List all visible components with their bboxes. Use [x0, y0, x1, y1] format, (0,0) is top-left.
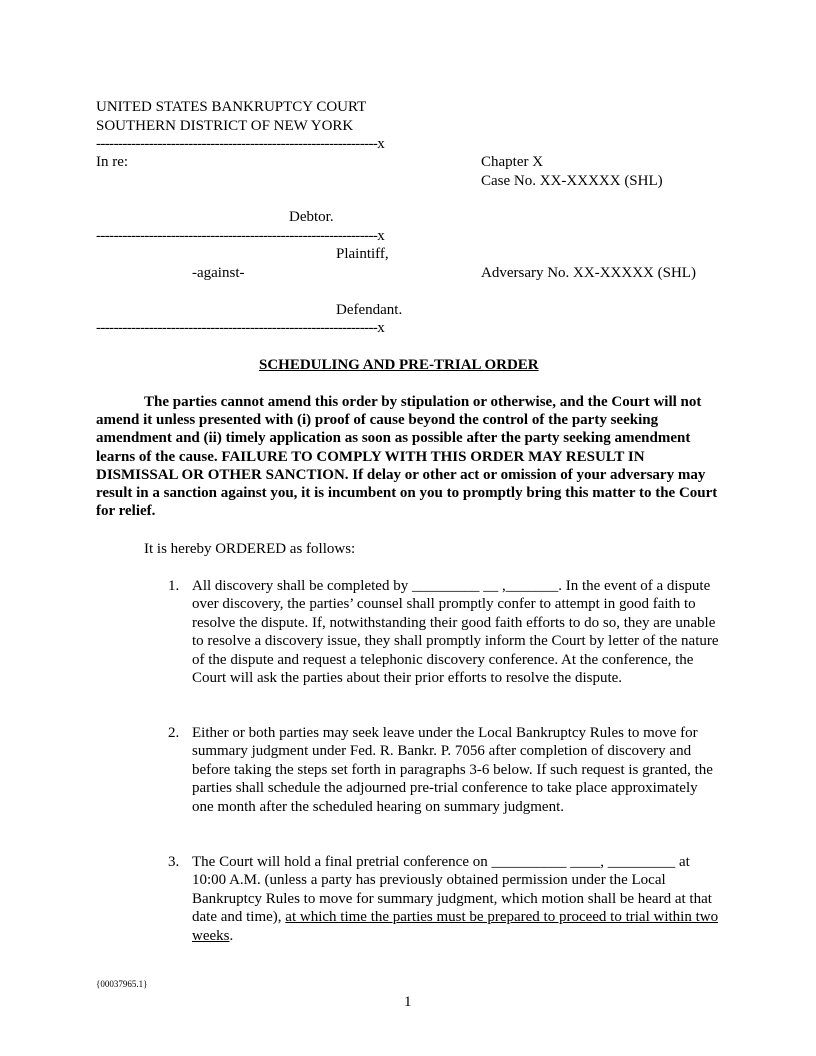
case-number: Case No. XX-XXXXX (SHL)	[481, 173, 663, 189]
order-item-summary-judgment: Either or both parties may seek leave under the Local Bankruptcy Rules to move for summary judgment under Fed. R. Bankr. P. 7056 after completion of discovery and before taking the steps set forth in paragraphs 3-6 below. If such request is granted, the parties shall schedule the adjourned pre-trial conference to take place approximately one month after the scheduled hearing on summary judgment.	[192, 725, 713, 815]
item-text-end: .	[229, 927, 234, 944]
debtor-label: Debtor.	[289, 209, 334, 225]
item-number: 1.	[168, 578, 180, 594]
in-re-label: In re:	[96, 154, 129, 170]
chapter-label: Chapter X	[481, 154, 544, 170]
document-id: {00037965.1}	[96, 979, 148, 989]
item-number: 3.	[168, 854, 180, 870]
item-number: 2.	[168, 725, 180, 741]
court-name: UNITED STATES BANKRUPTCY COURT	[96, 99, 367, 115]
trial-readiness-clause: at which time the parties must be prepared to proceed to trial within two weeks	[192, 909, 719, 944]
caption-separator: ----------------------------------------------------------------x	[96, 228, 385, 244]
page-number: 1	[404, 994, 412, 1010]
order-item-pretrial-conference	[192, 853, 722, 945]
order-title: SCHEDULING AND PRE-TRIAL ORDER	[259, 357, 539, 373]
caption-separator: ----------------------------------------------------------------x	[96, 136, 385, 152]
against-label: -against-	[192, 265, 245, 281]
item-text: The Court will hold a final pretrial conference on __________ ____, _________ at 10:00 A.M. (unless a party has previously obtained permission under the Local Bankruptcy Rules to move for summary judgment, which motion shall be heard at that date and time),	[192, 854, 712, 926]
order-item-discovery: All discovery shall be completed by _________ __ ,_______. In the event of a dispute over discovery, the parties’ counsel shall promptly confer to attempt in good faith to resolve the dispute. If, notwithstanding their good faith efforts to do so, they are unable to resolve a discovery issue, they shall promptly inform the Court by letter of the nature of the dispute and request a telephonic discovery conference. At the conference, the Court will ask the parties about their prior efforts to resolve the dispute.	[192, 578, 719, 687]
court-district: SOUTHERN DISTRICT OF NEW YORK	[96, 118, 354, 134]
ordered-intro: It is hereby ORDERED as follows:	[144, 541, 356, 557]
plaintiff-label: Plaintiff,	[336, 246, 389, 262]
warning-paragraph: The parties cannot amend this order by stipulation or otherwise, and the Court will not amend it unless presented with (i) proof of cause beyond the control of the party seeking amendment and (ii) timely application as soon as possible after the party seeking amendment learns of the cause. FAILURE TO COMPLY WITH THIS ORDER MAY RESULT IN DISMISSAL OR OTHER SANCTION. If delay or other act or omission of your adversary may result in a sanction against you, it is incumbent on you to promptly bring this matter to the Court for relief.	[96, 394, 718, 520]
adversary-number: Adversary No. XX-XXXXX (SHL)	[481, 265, 696, 281]
caption-separator: ----------------------------------------------------------------x	[96, 320, 385, 336]
defendant-label: Defendant.	[336, 302, 403, 318]
